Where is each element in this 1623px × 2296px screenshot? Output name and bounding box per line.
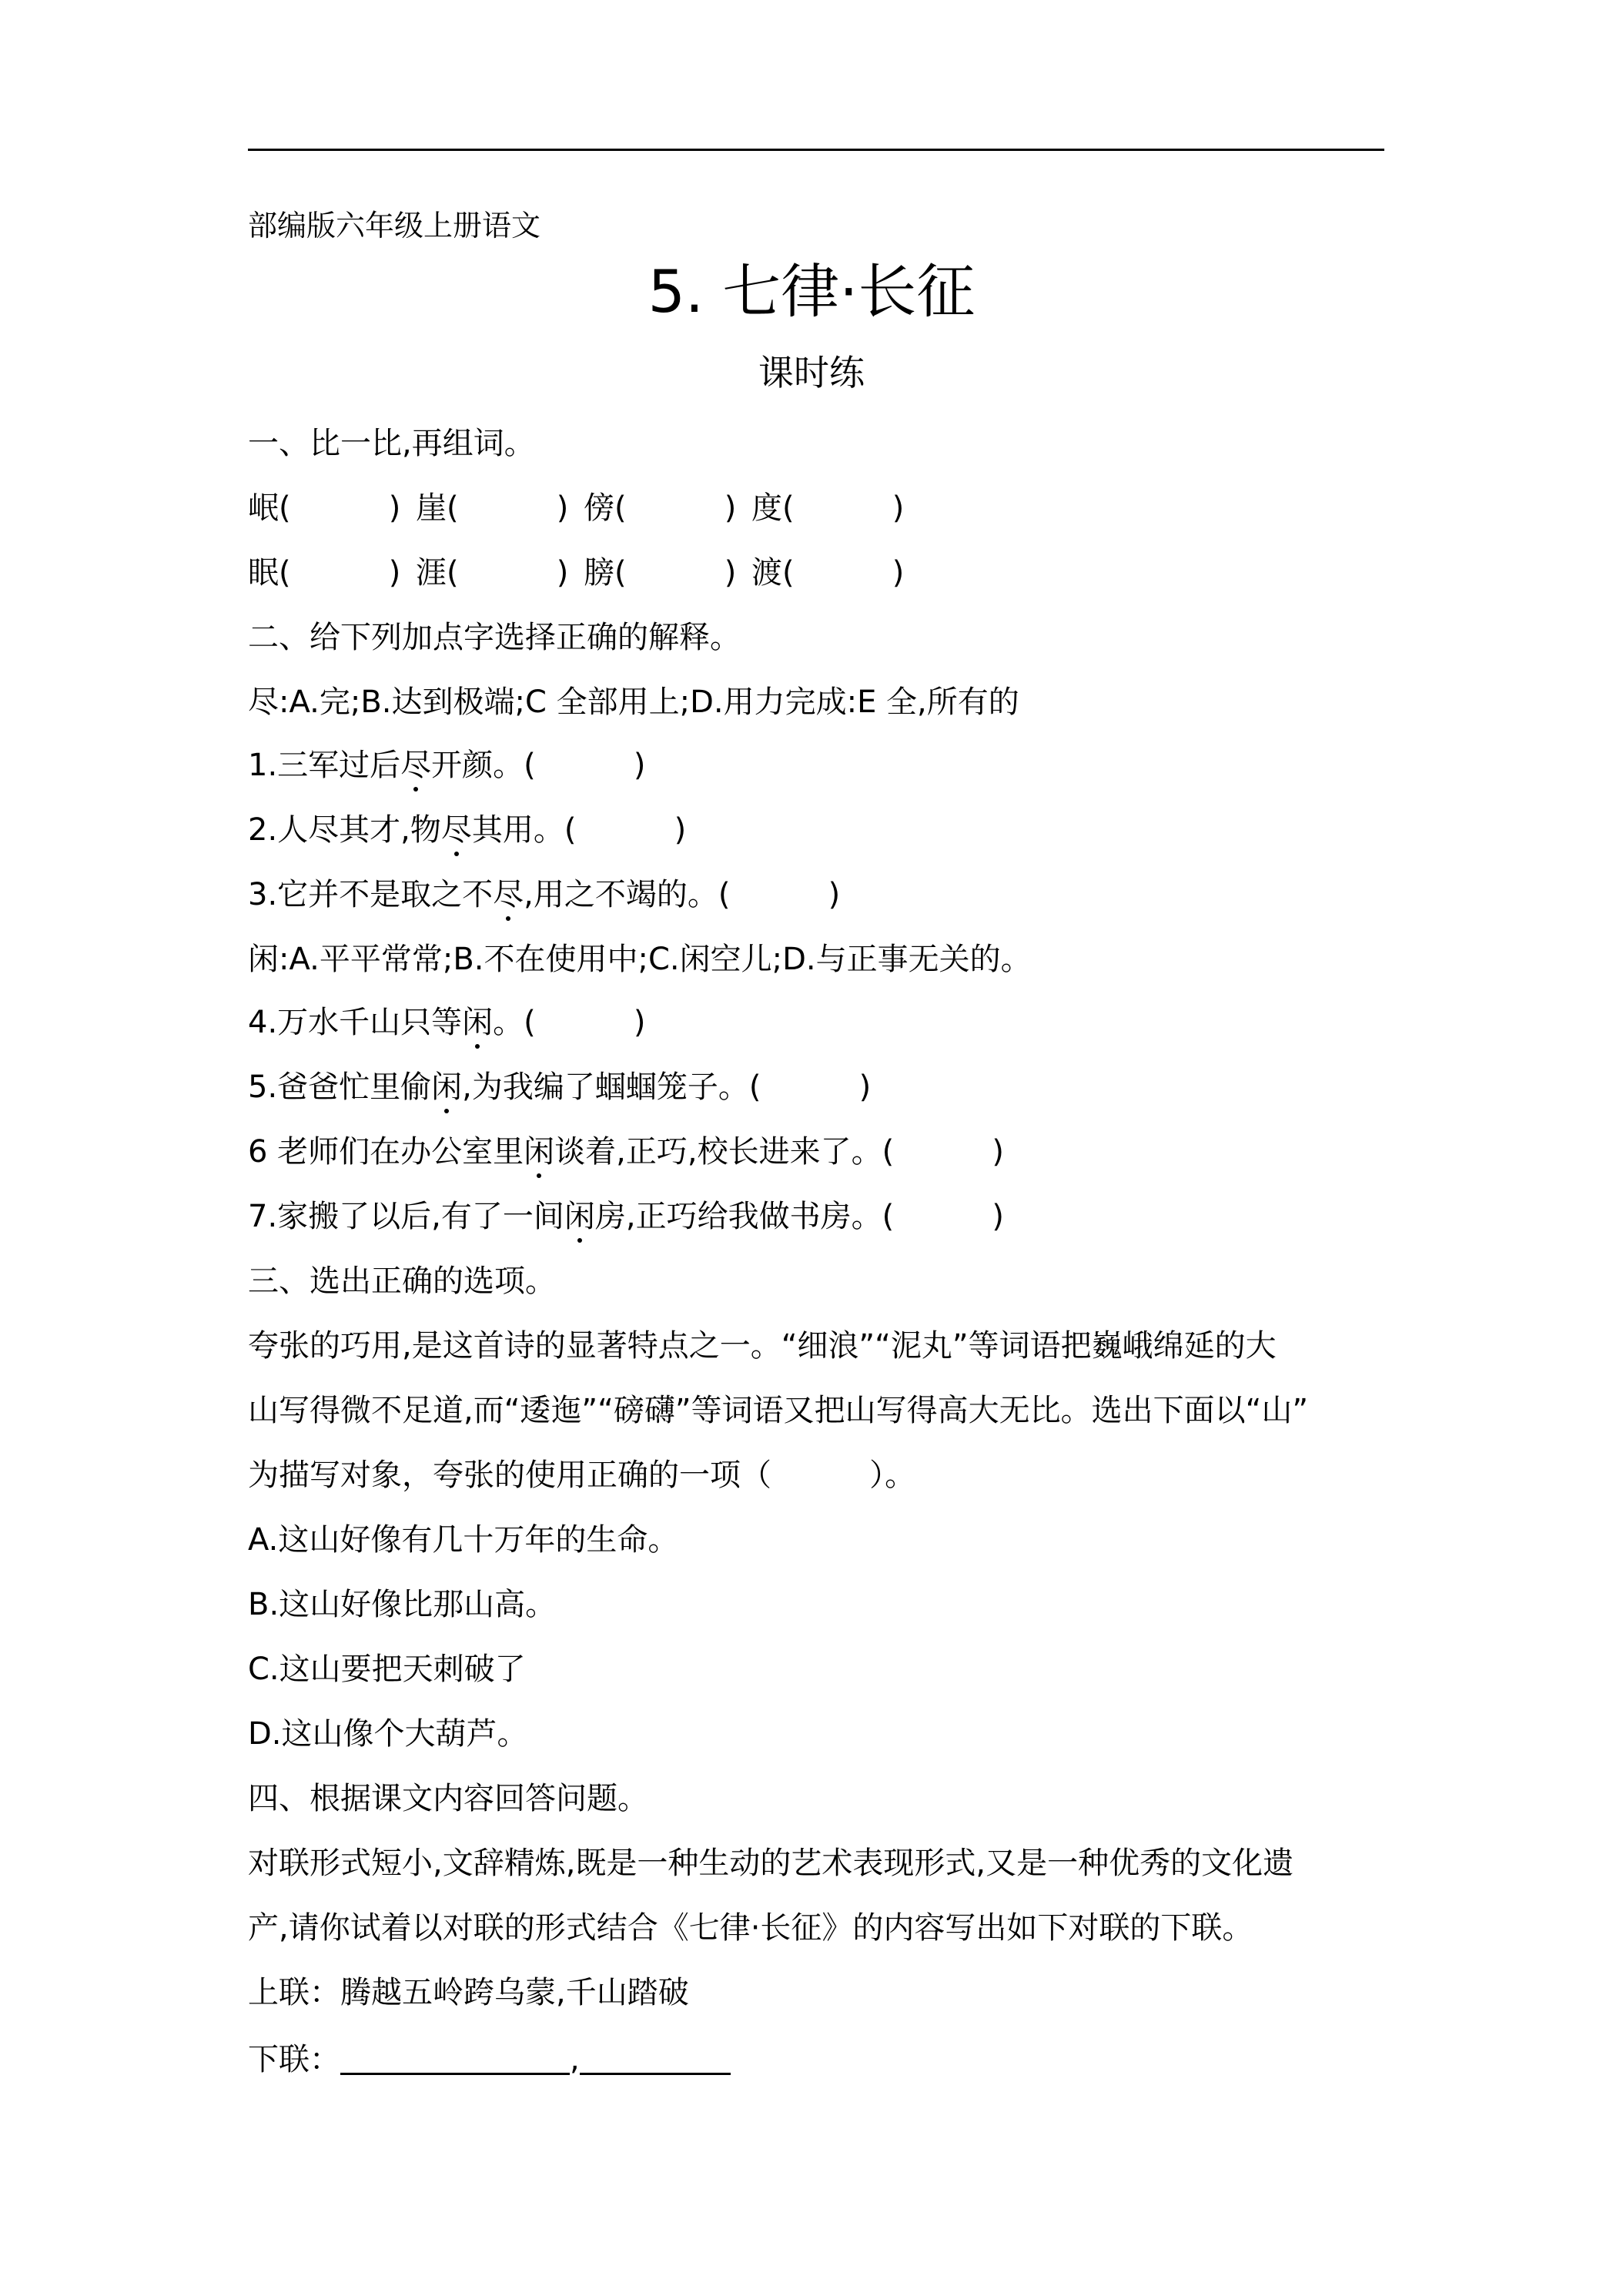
lesson-subtitle: 课时练 [758, 352, 865, 393]
question-7 [248, 1201, 1004, 1232]
compare-cell: 渡( ) [751, 555, 905, 591]
section1-heading: 一、比一比,再组词。 [248, 426, 535, 461]
answer-blank-1[interactable] [340, 2042, 570, 2075]
compare-cell: 岷( ) [248, 490, 401, 526]
question-2 [248, 812, 687, 848]
question-4 [248, 1007, 646, 1038]
compare-cell: 崖( ) [416, 490, 569, 526]
definition-xian: 闲:A.平平常常;B.不在使用中;C.闲空儿;D.与正事无关的。 [248, 942, 1032, 977]
compare-cell: 眠( ) [248, 555, 401, 591]
section3-paragraph: 夸张的巧用,是这首诗的显著特点之一。“细浪”“泥丸”等词语把巍峨绵延的大 [248, 1328, 1277, 1364]
compare-cell: 傍( ) [584, 490, 737, 526]
dotted-character: 闲 [462, 1005, 494, 1040]
section4-paragraph: 产,请你试着以对联的形式结合《七律·长征》的内容写出如下对联的下联。 [248, 1910, 1253, 1946]
dotted-character: 尽 [440, 812, 472, 848]
option-c: C.这山要把天刺破了 [248, 1652, 526, 1687]
dotted-character: 尽 [400, 748, 432, 783]
question-3 [248, 879, 840, 910]
option-b: B.这山好像比那山高。 [248, 1587, 557, 1622]
question-text: 6 老师们在办公室里 [248, 1134, 524, 1170]
question-text: 谈着,正巧,校长进来了。( ) [554, 1134, 1004, 1170]
question-text: 2.人尽其才,物 [248, 812, 441, 848]
question-text: 开颜。( ) [431, 748, 646, 783]
question-text: 。( ) [493, 1005, 646, 1040]
question-text: ,用之不竭的。( ) [524, 877, 841, 912]
compare-cell: 度( ) [751, 490, 905, 526]
question-text: 1.三军过后 [248, 748, 401, 783]
question-text: 7.家搬了以后,有了一间 [248, 1199, 564, 1234]
lesson-title: 5. 七律·长征 [648, 257, 975, 326]
course-header: 部编版六年级上册语文 [248, 209, 541, 243]
compare-cell: 膀( ) [584, 555, 737, 591]
section4-heading: 四、根据课文内容回答问题。 [248, 1781, 648, 1816]
section4-paragraph: 对联形式短小,文辞精炼,既是一种生动的艺术表现形式,又是一种优秀的文化遗 [248, 1846, 1294, 1881]
dotted-character: 闲 [431, 1069, 463, 1105]
header-rule [248, 149, 1384, 151]
question-text: ,为我编了蝈蝈笼子。( ) [462, 1069, 872, 1105]
question-text: 其用。( ) [471, 812, 687, 848]
question-text: 4.万水千山只等 [248, 1005, 463, 1040]
lower-couplet-label: 下联： [248, 2042, 340, 2077]
question-6 [248, 1134, 1004, 1170]
section3-paragraph: 为描写对象，夸张的使用正确的一项（ ）。 [248, 1458, 916, 1493]
dotted-character: 闲 [564, 1199, 595, 1234]
question-text: 3.它并不是取之不 [248, 877, 494, 912]
definition-jin: 尽:A.完;B.达到极端;C 全部用上;D.用力完成:E 全,所有的 [248, 684, 1019, 720]
lower-couplet [248, 2042, 731, 2075]
answer-blank-2[interactable] [580, 2042, 731, 2075]
dotted-character: 尽 [493, 877, 524, 912]
question-5 [248, 1069, 872, 1105]
dotted-character: 闲 [524, 1134, 555, 1170]
option-d: D.这山像个大葫芦。 [248, 1716, 528, 1752]
question-text: 5.爸爸忙里偷 [248, 1069, 432, 1105]
section2-heading: 二、给下列加点字选择正确的解释。 [248, 620, 741, 655]
section3-paragraph: 山写得微不足道,而“逶迤”“磅礴”等词语又把山写得高大无比。选出下面以“山” [248, 1393, 1309, 1428]
section3-heading: 三、选出正确的选项。 [248, 1263, 556, 1299]
upper-couplet: 上联：腾越五岭跨乌蒙,千山踏破 [248, 1975, 689, 2010]
option-a: A.这山好像有几十万年的生命。 [248, 1522, 679, 1558]
lower-couplet-separator: , [570, 2042, 580, 2077]
question-text: 房,正巧给我做书房。( ) [594, 1199, 1004, 1234]
compare-cell: 涯( ) [416, 555, 569, 591]
question-1 [248, 750, 646, 781]
